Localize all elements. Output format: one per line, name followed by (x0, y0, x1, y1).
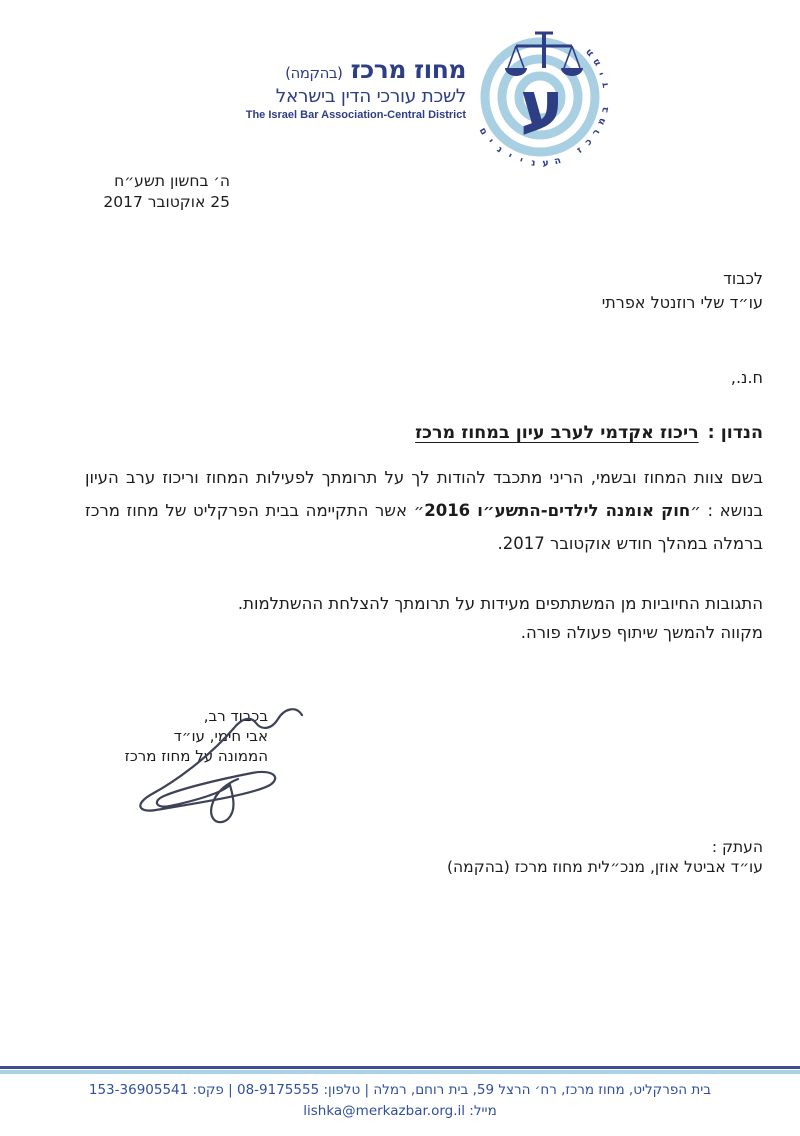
body-paragraph-2 (238, 589, 763, 647)
bar-association-emblem (472, 22, 622, 172)
org-name: מחוז מרכז (350, 55, 466, 84)
org-status: (בהקמה) (285, 64, 343, 82)
paragraph1-text: בשם צוות המחוז ובשמי, הריני מתכבד להודות לך על תרומתך לפעילות המחוז וריכוז ערב העיון בנושא : ״ (85, 468, 763, 520)
salutation: לכבוד (723, 269, 763, 288)
paragraph2-line1: התגובות החיוביות מן המשתתפים מעידות על תרומתך להצלחת ההשתלמות. (237, 594, 763, 613)
letterhead-text (245, 55, 466, 121)
subject-label: הנדון : (707, 423, 763, 443)
svg-text:נ: נ (530, 157, 536, 169)
svg-text:י: י (506, 150, 514, 162)
org-title (252, 56, 466, 84)
org-subtitle-english: The Israel Bar Association-Central District (245, 109, 466, 121)
subject-title: ריכוז אקדמי לערב עיון במחוז מרכז (415, 423, 699, 443)
svg-text:כ: כ (582, 136, 595, 148)
body-paragraph-1 (85, 461, 763, 560)
date-block (100, 171, 230, 213)
org-subtitle-hebrew: לשכת עורכי הדין בישראל (275, 86, 466, 107)
paragraph1-text-end: ״ אשר התקיימה בבית הפרקליט של מחוז מרכז ברמלה במהלך חודש אוקטובר 2017. (85, 501, 763, 553)
recipient-name: עו״ד שלי רוזנטל אפרתי (601, 293, 763, 312)
letterhead (245, 24, 622, 172)
svg-text:ז: ז (574, 144, 585, 156)
paragraph2-line2: מקווה להמשך שיתוף פעולה פורה. (520, 623, 763, 642)
signature-closing: בכבוד רב, (203, 707, 268, 725)
footer-rule-navy (0, 1066, 800, 1069)
emblem-svg (472, 22, 622, 172)
date-hebrew: ה׳ בחשון תשע״ח (114, 172, 230, 190)
opening-greeting: ח.נ., (730, 368, 763, 387)
footer-text (0, 1080, 800, 1122)
signature-name: אבי חימי, עו״ד (173, 727, 268, 745)
svg-text:ד: ד (599, 81, 612, 89)
footer-contact-line: בית הפרקליט, מחוז מרכז, רח׳ הרצל 59, בית רוחם, רמלה | טלפון: 08-9175555 | פקס: 153-36905541 (88, 1082, 712, 1098)
svg-text:י: י (596, 70, 608, 77)
addressee-block (602, 267, 763, 315)
emblem-ayin-letter: ע (520, 67, 564, 144)
footer-rule-lightblue (0, 1070, 800, 1074)
svg-text:מ: מ (595, 116, 609, 127)
footer-email-line: מייל: lishka@merkazbar.org.il (303, 1103, 497, 1119)
signature-block (86, 706, 268, 766)
signature-role: הממונה על מחוז מרכז (124, 747, 268, 765)
date-gregorian: 25 אוקטובר 2017 (103, 193, 230, 211)
svg-text:ם: ם (476, 125, 490, 138)
footer (0, 1066, 800, 1122)
svg-text:נ: נ (494, 144, 505, 156)
svg-text:ה: ה (553, 154, 563, 168)
paragraph1-law-name: חוק אומנה לילדים-התשע״ו 2016 (424, 501, 691, 520)
svg-text:י: י (485, 136, 496, 147)
svg-text:י: י (518, 155, 525, 167)
svg-text:ת: ת (583, 46, 596, 59)
subject-line (415, 423, 763, 443)
svg-text:ע: ע (541, 157, 550, 170)
copy-label: העתק : (711, 838, 763, 856)
svg-text:ב: ב (599, 105, 612, 114)
svg-text:מ: מ (590, 56, 604, 69)
svg-text:ר: ר (590, 127, 603, 138)
copy-recipient: עו״ד אביטל אוזן, מנכ״לית מחוז מרכז (בהקמה) (447, 858, 763, 876)
copy-block (447, 837, 763, 877)
